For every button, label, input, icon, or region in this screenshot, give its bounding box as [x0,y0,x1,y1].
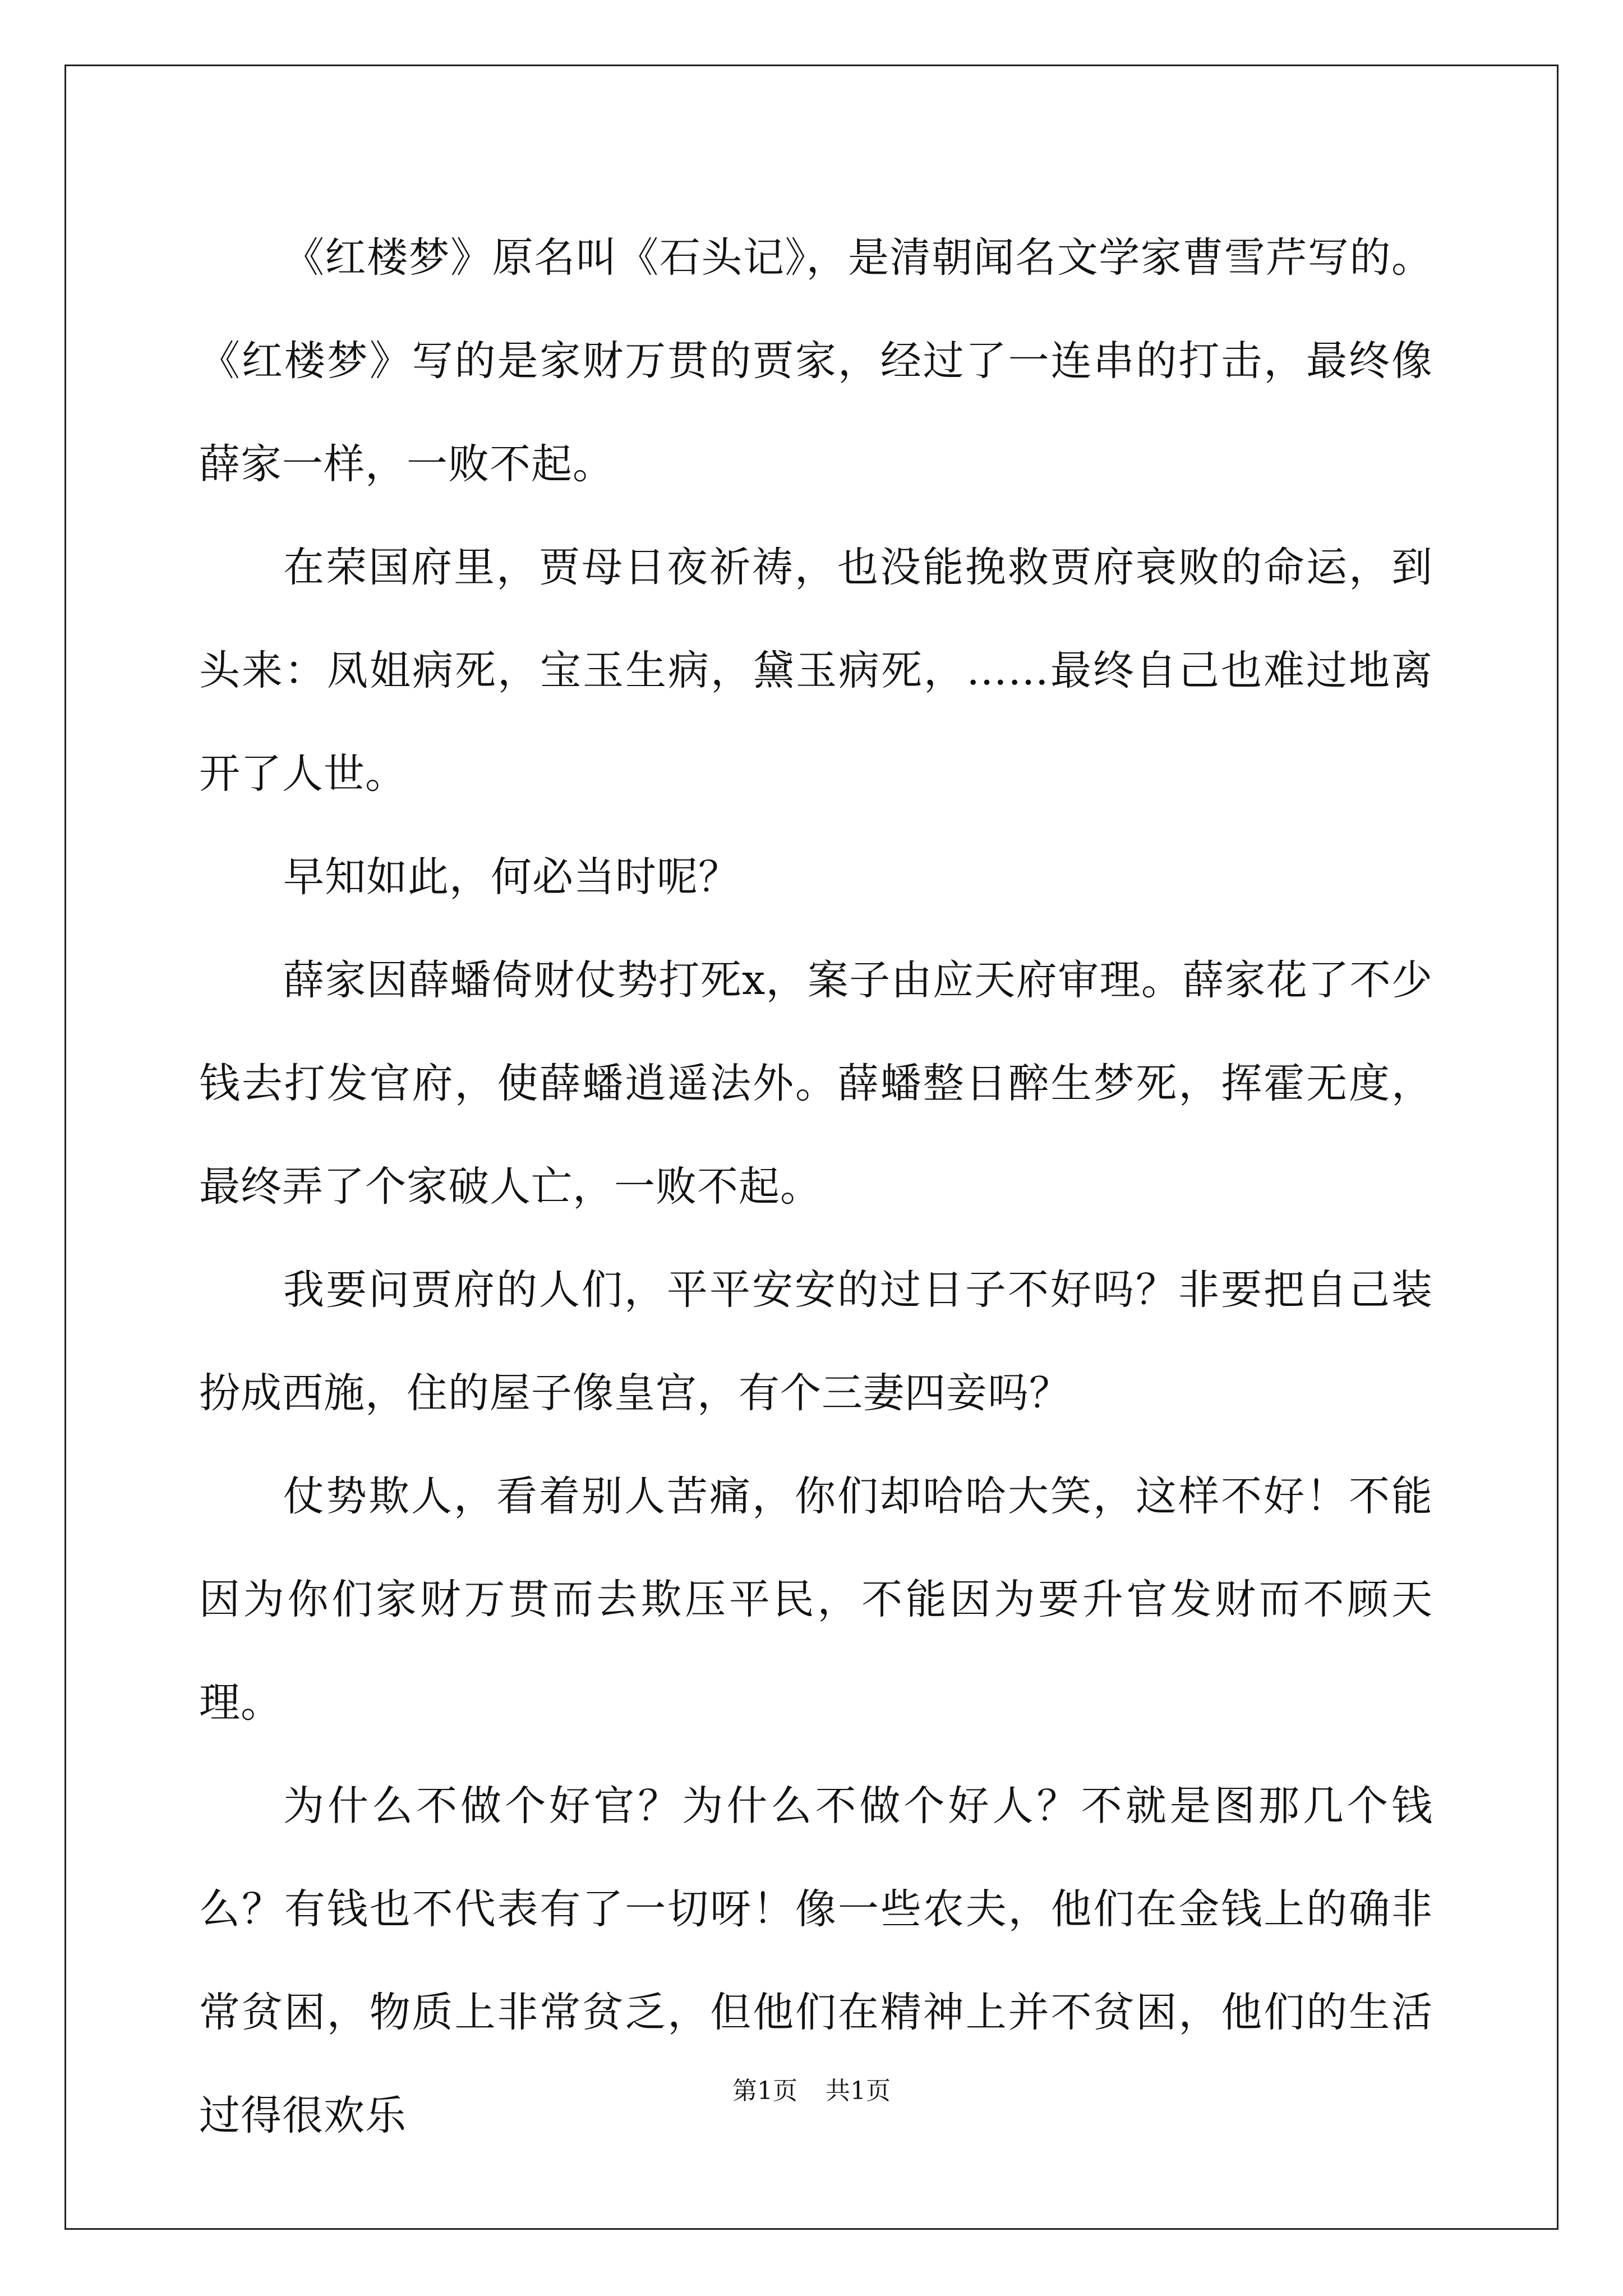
paragraph: 我要问贾府的人们，平平安安的过日子不好吗？非要把自己装扮成西施，住的屋子像皇宫，有个三妻四妾吗？ [199,1266,1433,1417]
paragraph: 《红楼梦》原名叫《石头记》，是清朝闻名文学家曹雪芹写的。《红楼梦》写的是家财万贯的贾家，经过了一连串的打击，最终像薛家一样，一败不起。 [199,234,1433,488]
paragraph: 早知如此，何必当时呢？ [283,853,740,901]
document-body [199,206,1433,2168]
page-footer [0,2074,1623,2108]
paragraph: 仗势欺人，看着别人苦痛，你们却哈哈大笑，这样不好！不能因为你们家财万贯而去欺压平民，不能因为要升官发财而不顾天理。 [199,1473,1433,1727]
paragraph: 薛家因薛蟠倚财仗势打死x，案子由应天府审理。薛家花了不少钱去打发官府，使薛蟠逍遥法外。薛蟠整日醉生梦死，挥霍无度，最终弄了个家破人亡，一败不起。 [199,956,1433,1211]
page-total: 共1页 [826,2077,891,2105]
paragraph: 为什么不做个好官？为什么不做个好人？不就是图那几个钱么？有钱也不代表有了一切呀！像一些农夫，他们在金钱上的确非常贫困，物质上非常贫乏，但他们在精神上并不贫困，他们的生活过得很欢乐 [199,1782,1433,2139]
paragraph: 在荣国府里，贾母日夜祈祷，也没能挽救贾府衰败的命运，到头来：凤姐病死，宝玉生病，黛玉病死，……最终自己也难过地离开了人世。 [199,544,1433,798]
page-number: 第1页 [732,2077,797,2105]
